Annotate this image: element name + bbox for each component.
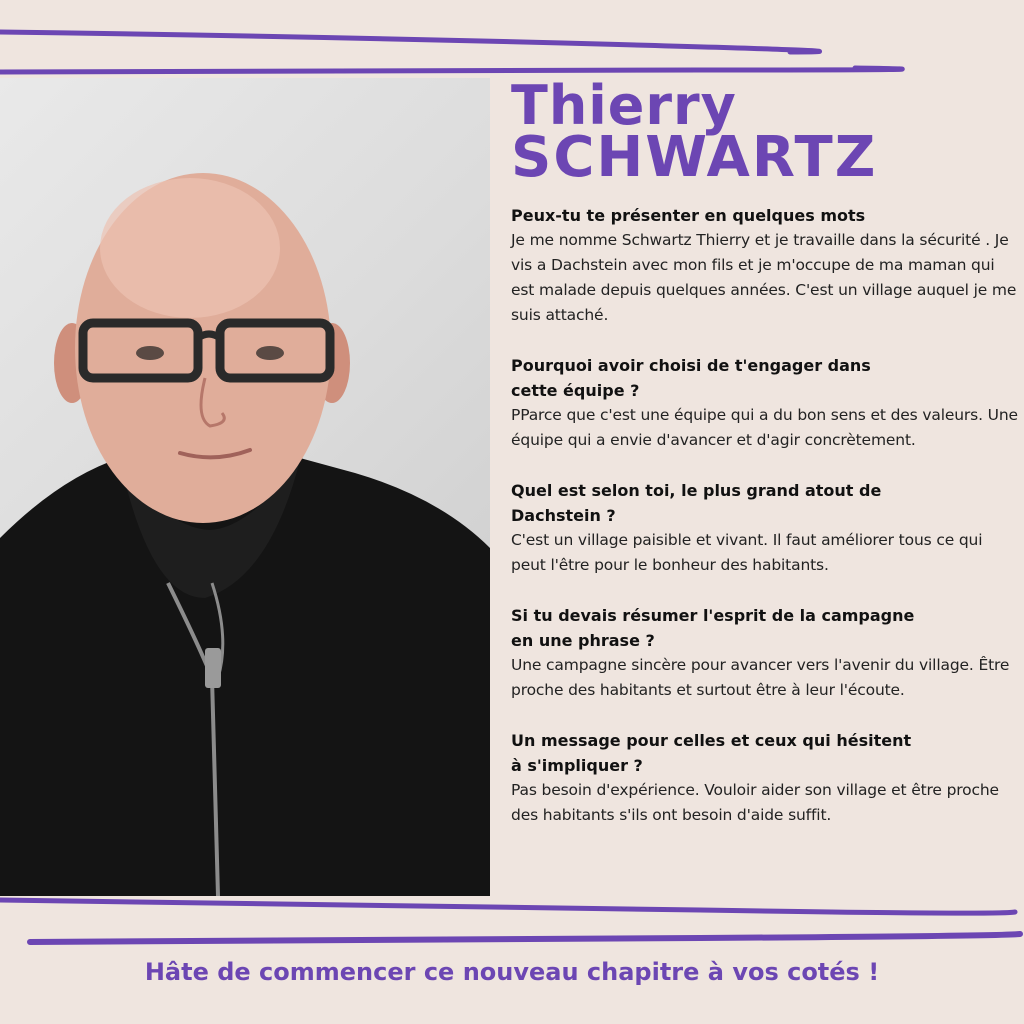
answer-4: Une campagne sincère pour avancer vers l'avenir du village. Être proche des habitants et surtout être à leur l'écoute.	[511, 656, 1010, 699]
question-2: Pourquoi avoir choisi de t'engager dans cette équipe ?	[511, 356, 871, 400]
question-3: Quel est selon toi, le plus grand atout de Dachstein ?	[511, 481, 882, 525]
answer-3: C'est un village paisible et vivant. Il faut améliorer tous ce qui peut l'être pour le bonheur des habitants.	[511, 531, 983, 574]
answer-5: Pas besoin d'expérience. Vouloir aider son village et être proche des habitants s'ils ont besoin d'aide suffit.	[511, 781, 999, 824]
last-name: SCHWARTZ	[511, 125, 878, 190]
question-5: Un message pour celles et ceux qui hésitent à s'impliquer ?	[511, 731, 912, 775]
first-name: Thierry	[511, 74, 737, 137]
closing-message: Hâte de commencer ce nouveau chapitre à vos cotés !	[144, 958, 880, 986]
answer-2: PParce que c'est une équipe qui a du bon sens et des valeurs. Une équipe qui a envie d'avancer et d'agir concrètement.	[511, 406, 1018, 449]
answer-1: Je me nomme Schwartz Thierry et je travaille dans la sécurité . Je vis a Dachstein avec mon fils et je m'occupe de ma maman qui est malade depuis quelques années. C'est un village auquel je me suis attaché.	[511, 231, 1017, 324]
question-1: Peux-tu te présenter en quelques mots	[511, 206, 866, 225]
question-4: Si tu devais résumer l'esprit de la campagne en une phrase ?	[511, 606, 915, 650]
